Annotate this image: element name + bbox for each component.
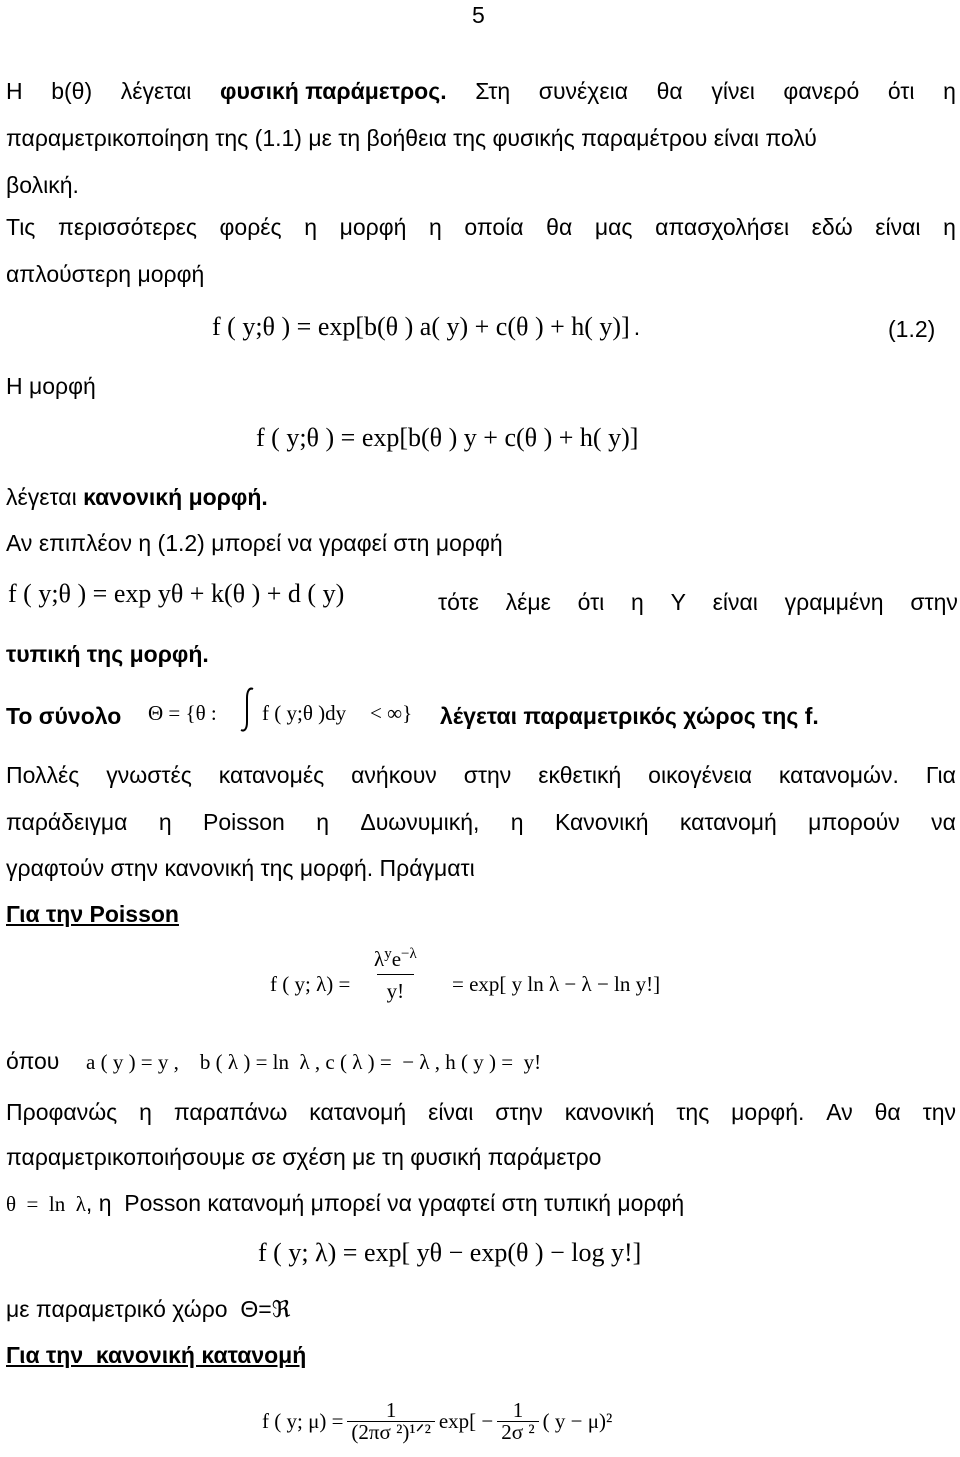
equation-canonical-form: f ( y;θ ) = exp[b(θ ) y + c(θ ) + h( y)] xyxy=(256,423,639,452)
word: παραπάνω xyxy=(173,1099,288,1125)
equation-poisson-lhs: f ( y; λ) = xyxy=(270,972,351,996)
bold-term-typical-form: τυπική της μορφή. xyxy=(6,641,209,667)
equation-poisson-typical-form: f ( y; λ) = exp[ yθ − exp(θ ) − log y!] xyxy=(258,1238,642,1267)
paragraph-the-form: Η μορφή xyxy=(6,373,96,399)
word: φανερό xyxy=(783,78,860,104)
word: b(θ) xyxy=(51,78,93,104)
paragraph-moreover: Αν επιπλέον η (1.2) μπορεί να γραφεί στη μορφή xyxy=(6,530,503,556)
word: λέμε xyxy=(505,589,551,615)
word: λέγεται xyxy=(6,484,77,510)
word: θα xyxy=(874,1099,901,1125)
word: Πολλές xyxy=(6,762,80,788)
page-number: 5 xyxy=(472,2,485,28)
word: στην xyxy=(463,762,512,788)
word: η xyxy=(158,809,172,835)
word: η xyxy=(304,214,317,240)
word: παράδειγμα xyxy=(6,809,128,835)
word: Η xyxy=(6,78,23,104)
word: Κανονική xyxy=(554,809,649,835)
word: κατανομή xyxy=(679,809,777,835)
word: η xyxy=(316,809,329,835)
paragraph-obviously-line-1 xyxy=(6,1101,956,1124)
word: Υ xyxy=(670,589,686,615)
word: τότε xyxy=(438,589,479,615)
e-symbol: e xyxy=(391,947,402,971)
bold-term-canonical-form: κανονική μορφή xyxy=(83,484,262,510)
word: είναι xyxy=(875,214,921,240)
exponent: y xyxy=(384,946,392,962)
word: θα xyxy=(546,214,573,240)
paragraph-natural-parameter-line-3: βολική. xyxy=(6,172,79,198)
where-prefix: όπου xyxy=(6,1048,60,1074)
fraction-denominator: y! xyxy=(377,974,415,1004)
bold-term-natural-parameter: φυσική παράμετρος. xyxy=(220,78,447,104)
word: απασχολήσει xyxy=(655,214,790,240)
fraction-numerator: 1 xyxy=(512,1398,524,1422)
word: μορφή xyxy=(339,214,407,240)
word: μορφή. xyxy=(731,1099,805,1125)
paragraph-natural-parameter-line-2: παραμετρικοποίηση της (1.1) με τη βοήθεια της φυσικής παραμέτρου είναι πολύ xyxy=(6,125,817,151)
exp-bracket: exp[ − xyxy=(438,1409,494,1433)
word: γραμμένη xyxy=(784,589,884,615)
paragraph-distributions-line-3: γραφτούν στην κανονική της μορφή. Πράγματι xyxy=(6,855,475,881)
paragraph-simplest-form-line-2: απλούστερη μορφή xyxy=(6,261,205,287)
word: κανονική xyxy=(564,1099,655,1125)
parameter-space-integrand: f ( y;θ )dy xyxy=(262,701,347,725)
fraction-numerator: 1 xyxy=(385,1398,397,1422)
paragraph-obviously-line-3 xyxy=(6,1192,684,1215)
paragraph-natural-parameter-line-1 xyxy=(6,80,956,103)
word: θα xyxy=(656,78,683,104)
paragraph-simplest-form-line-1 xyxy=(6,216,956,239)
word: κατανομές xyxy=(218,762,325,788)
word: η xyxy=(943,78,956,104)
word: Προφανώς xyxy=(6,1099,118,1125)
word: η xyxy=(631,589,644,615)
word: περισσότερες xyxy=(57,214,197,240)
word: είναι xyxy=(712,589,758,615)
equation-typical-form: f ( y;θ ) = exp yθ + k(θ ) + d ( y) xyxy=(8,579,345,608)
word: λέγεται xyxy=(120,78,192,104)
line-text: , η Posson κατανομή μπορεί να γραφτεί στη τυπική μορφή xyxy=(85,1190,685,1216)
word: είναι xyxy=(428,1099,474,1125)
typical-form-trailing-text xyxy=(438,591,958,614)
lambda-symbol: λ xyxy=(374,947,385,971)
word: ότι xyxy=(577,589,605,615)
fraction-normalizer xyxy=(347,1400,434,1443)
word: η xyxy=(139,1099,152,1125)
equation-1-2 xyxy=(212,314,640,340)
equation-formula: f ( y;θ ) = exp[b(θ ) a( y) + c(θ ) + h( y)] xyxy=(212,312,630,341)
paragraph-distributions-line-2 xyxy=(6,811,956,834)
word: η xyxy=(429,214,442,240)
word: εκθετική xyxy=(538,762,622,788)
equation-lhs: f ( y; μ) = xyxy=(262,1409,344,1433)
equation-normal xyxy=(262,1400,612,1443)
parameter-space-suffix: λέγεται παραμετρικός χώρος της f. xyxy=(440,703,819,729)
fraction-denominator: (2πσ ²)¹ᐟ² xyxy=(347,1421,434,1443)
word: συνέχεια xyxy=(538,78,629,104)
word: Poisson xyxy=(202,809,285,835)
parameter-space-prefix: Το σύνολο xyxy=(6,703,122,729)
word: στην xyxy=(910,589,958,615)
equation-number-1-2: (1.2) xyxy=(888,316,936,342)
word: Για xyxy=(925,762,956,788)
word: η xyxy=(510,809,524,835)
word: Στη xyxy=(475,78,511,104)
integral-sign-icon xyxy=(236,686,258,738)
word: ανήκουν xyxy=(351,762,437,788)
punctuation: . xyxy=(261,484,268,510)
word: μπορούν xyxy=(808,809,900,835)
word: φορές xyxy=(219,214,282,240)
paragraph-distributions-line-1 xyxy=(6,764,956,787)
paragraph-obviously-line-2: παραμετρικοποιήσουμε σε σχέση με τη φυσική παράμετρο xyxy=(6,1144,602,1170)
word: μας xyxy=(594,214,633,240)
exponent: −λ xyxy=(401,946,417,962)
where-definitions: a ( y ) = y , b ( λ ) = ln λ , c ( λ ) = − λ , h ( y ) = y! xyxy=(86,1050,542,1074)
equation-period: . xyxy=(633,314,641,340)
equation-poisson-rhs: = exp[ y ln λ − λ − ln y!] xyxy=(452,972,661,996)
word: κατανομή xyxy=(309,1099,407,1125)
parameter-space-set-open: Θ = {θ : xyxy=(148,701,217,725)
word: γνωστές xyxy=(106,762,192,788)
fraction-exponent xyxy=(497,1400,538,1443)
word: η xyxy=(943,214,956,240)
fraction-numerator xyxy=(368,945,423,974)
heading-normal-distribution: Για την κανονική κατανομή xyxy=(6,1342,307,1368)
theta-equals-ln-lambda: θ = ln λ xyxy=(6,1192,86,1216)
word: της xyxy=(676,1099,710,1125)
word: ότι xyxy=(887,78,915,104)
parameter-space-set-close: < ∞} xyxy=(370,701,413,725)
word: Τις xyxy=(6,214,36,240)
fraction-denominator: 2σ ² xyxy=(497,1421,538,1443)
heading-poisson: Για την Poisson xyxy=(6,901,179,927)
paragraph-called-canonical xyxy=(6,486,268,509)
word: εδώ xyxy=(811,214,853,240)
word: κατανομών. xyxy=(778,762,899,788)
word: οικογένεια xyxy=(648,762,752,788)
paragraph-parameter-space-real: με παραμετρικό χώρο Θ=ℜ xyxy=(6,1296,291,1322)
word: Αν xyxy=(826,1099,853,1125)
equation-poisson-fraction xyxy=(368,945,423,1004)
word: γίνει xyxy=(711,78,755,104)
word: να xyxy=(931,809,956,835)
word: Δυωνυμική, xyxy=(360,809,480,835)
squared-term: ( y − μ)² xyxy=(542,1409,613,1433)
word: την xyxy=(922,1099,956,1125)
word: στην xyxy=(495,1099,543,1125)
word: οποία xyxy=(464,214,524,240)
